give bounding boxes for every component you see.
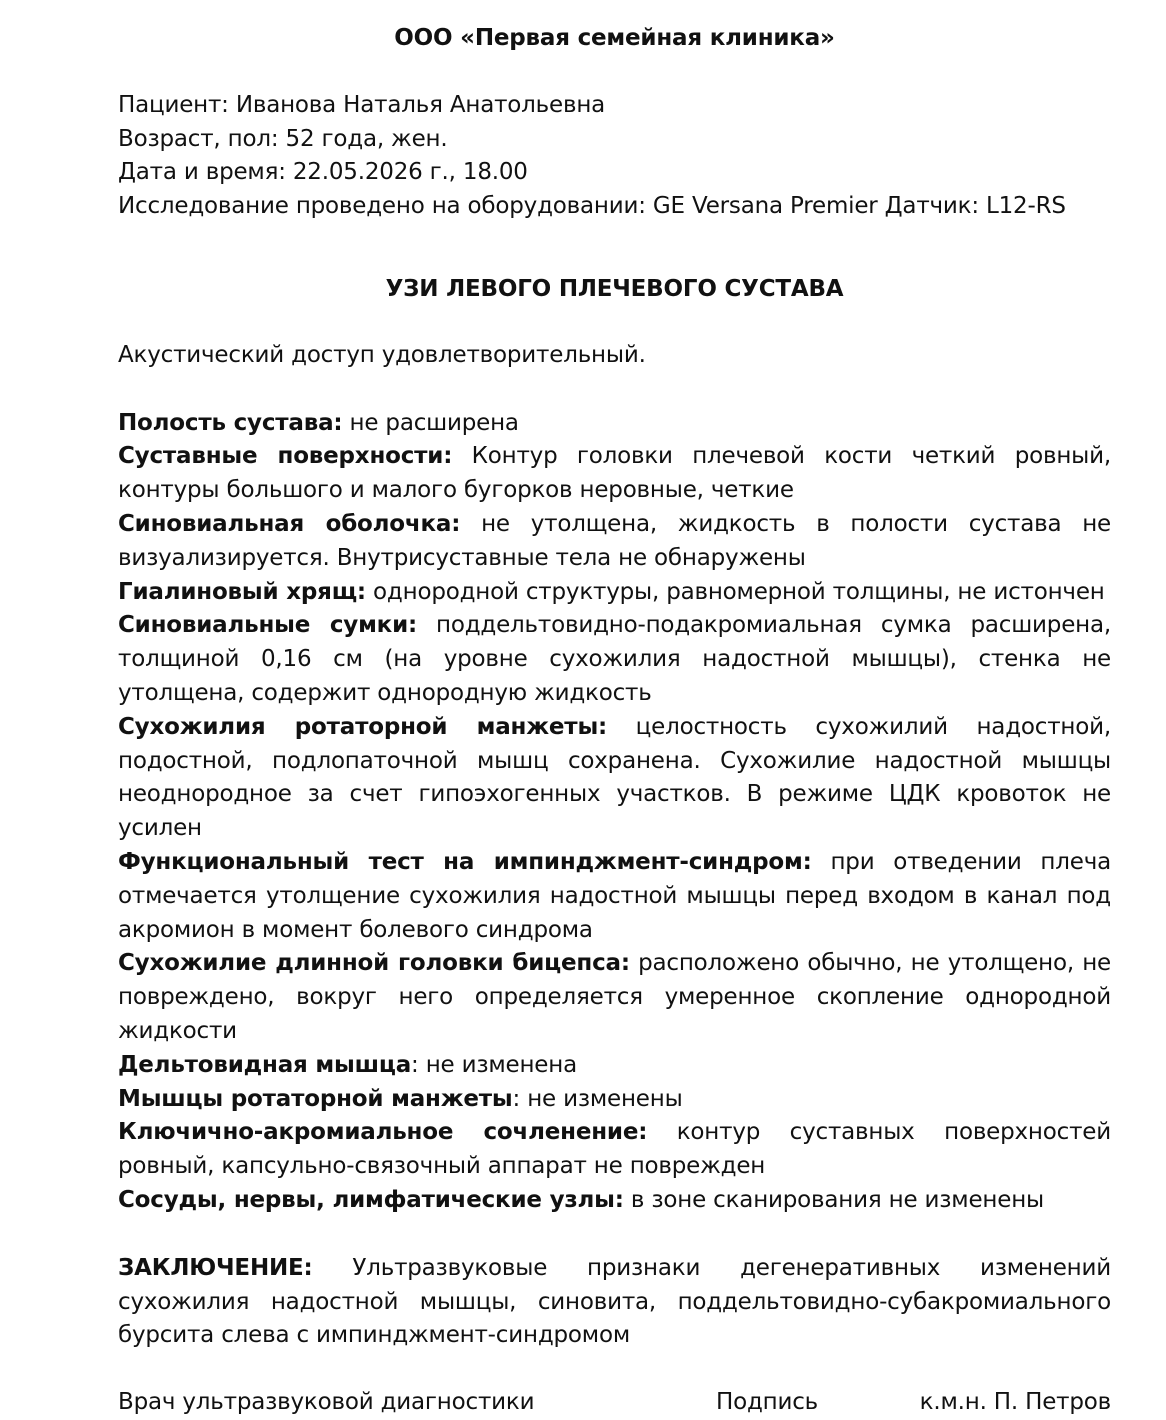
finding-label: Дельтовидная мышца	[118, 1051, 412, 1078]
finding-label: Синовиальные сумки:	[118, 612, 417, 639]
patient-info	[118, 89, 1111, 224]
finding-item	[118, 576, 1111, 610]
finding-label: Мышцы ротаторной манжеты	[118, 1085, 513, 1112]
finding-label: Сухожилия ротаторной манжеты:	[118, 713, 608, 740]
finding-item	[118, 1184, 1111, 1218]
doctor-role: Врач ультразвуковой диагностики	[118, 1389, 535, 1416]
finding-item	[118, 440, 1111, 508]
signature-row	[118, 1386, 1111, 1420]
conclusion-text: Ультразвуковые признаки дегенеративных изменений сухожилия надостной мышцы, синовита, поддельтовидно-субакромиального бурсита слева с импинджмент-синдромом	[118, 1254, 1111, 1349]
finding-text: целостность сухожилий надостной, подостной, подлопаточной мышц сохранена. Сухожилие надостной мышцы неоднородное за счет гипоэхогенных участков. В режиме ЦДК кровоток не усилен	[118, 713, 1111, 842]
finding-label: Суставные поверхности:	[118, 443, 453, 470]
finding-text: не расширена	[342, 409, 519, 436]
finding-item	[118, 407, 1111, 441]
patient-name: Пациент: Иванова Наталья Анатольевна	[118, 91, 606, 118]
patient-age-sex: Возраст, пол: 52 года, жен.	[118, 125, 448, 152]
finding-label: Сосуды, нервы, лимфатические узлы:	[118, 1186, 624, 1213]
finding-item	[118, 609, 1111, 710]
finding-label: Ключично-акромиальное сочленение:	[118, 1119, 648, 1146]
exam-datetime: Дата и время: 22.05.2026 г., 18.00	[118, 159, 528, 186]
clinic-name: ООО «Первая семейная клиника»	[394, 25, 835, 51]
finding-text: : не изменены	[512, 1085, 683, 1112]
finding-item	[118, 947, 1111, 1048]
signature-label: Подпись	[715, 1389, 819, 1416]
finding-item	[118, 846, 1111, 947]
finding-label: Сухожилие длинной головки бицепса:	[118, 950, 630, 977]
finding-text: контур суставных поверхностей ровный, капсульно-связочный аппарат не поврежден	[118, 1119, 1111, 1180]
exam-title: УЗИ ЛЕВОГО ПЛЕЧЕВОГО СУСТАВА	[385, 275, 844, 302]
finding-text: : не изменена	[411, 1051, 577, 1078]
finding-text: в зоне сканирования не изменены	[623, 1186, 1044, 1213]
finding-text: расположено обычно, не утолщено, не повреждено, вокруг него определяется умеренное скопление однородной жидкости	[118, 950, 1112, 1044]
finding-item	[118, 508, 1111, 576]
finding-text: не утолщена, жидкость в полости сустава не визуализируется. Внутрисуставные тела не обнаружены	[118, 510, 1111, 571]
conclusion	[118, 1252, 1111, 1353]
finding-text: поддельтовидно-подакромиальная сумка расширена, толщиной 0,16 см (на уровне сухожилия надостной мышцы), стенка не утолщена, содержит однородную жидкость	[118, 612, 1111, 706]
finding-label: Полость сустава:	[118, 409, 343, 436]
report-page	[118, 22, 1111, 1420]
finding-text: при отведении плеча отмечается утолщение сухожилия надостной мышцы перед входом в канал под акромион в момент болевого синдрома	[118, 848, 1111, 943]
findings-list	[118, 407, 1111, 1218]
finding-item	[118, 711, 1111, 846]
finding-text: однородной структуры, равномерной толщины, не истончен	[365, 578, 1105, 605]
finding-label: Синовиальная оболочка:	[118, 510, 461, 537]
finding-label: Гиалиновый хрящ:	[118, 578, 366, 605]
acoustic-access: Акустический доступ удовлетворительный.	[118, 341, 646, 368]
doctor-name: к.м.н. П. Петров	[919, 1389, 1111, 1416]
finding-item	[118, 1049, 1111, 1083]
finding-item	[118, 1116, 1111, 1184]
finding-item	[118, 1083, 1111, 1117]
finding-label: Функциональный тест на импинджмент-синдром:	[118, 848, 812, 875]
equipment-info: Исследование проведено на оборудовании: GE Versana Premier Датчик: L12-RS	[118, 193, 1066, 220]
conclusion-label: ЗАКЛЮЧЕНИЕ:	[118, 1254, 313, 1281]
finding-text: Контур головки плечевой кости четкий ровный, контуры большого и малого бугорков неровные, четкие	[118, 443, 1111, 504]
